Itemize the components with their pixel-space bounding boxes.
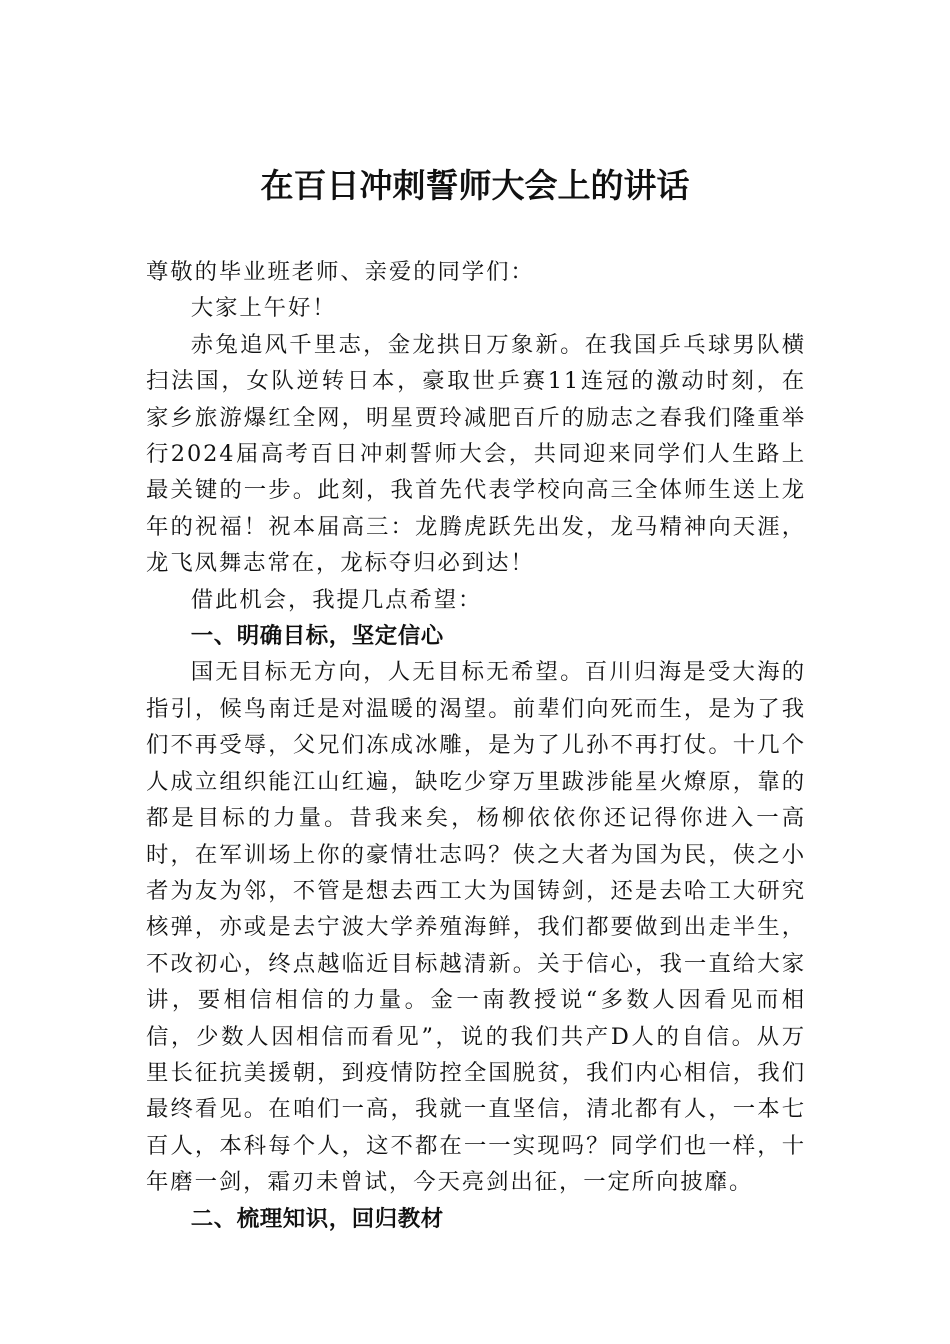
salutation: 尊敬的毕业班老师、亲爱的同学们： <box>146 259 535 285</box>
opening-paragraph: 赤兔追风千里志，金龙拱日万象新。在我国乒乓球男队横扫法国，女队逆转日本，豪取世乒赛11连冠的激动时刻，在家乡旅游爆红全网，明星贾玲减肥百斤的励志之春我们隆重举行2024届高考百日冲刺誓师大会，共同迎来同学们人生路上最关键的一步。此刻，我首先代表学校向高三全体师生送上龙年的祝福！祝本届高三：龙腾虎跃先出发，龙马精神向天涯，龙飞凤舞志常在，龙标夺归必到达！ <box>146 331 806 577</box>
section-heading-1: 一、明确目标，坚定信心 <box>190 623 444 650</box>
document-title: 在百日冲刺誓师大会上的讲话 <box>260 166 690 205</box>
section-heading-2: 二、梳理知识，回归教材 <box>190 1205 444 1232</box>
document-body <box>146 254 806 1237</box>
greeting: 大家上午好！ <box>190 295 337 322</box>
section-1-paragraph: 国无目标无方向，人无目标无希望。百川归海是受大海的指引，候鸟南迁是对温暖的渴望。前辈们向死而生，是为了我们不再受辱，父兄们冻成冰雕，是为了儿孙不再打仗。十几个人成立组织能江山红遍，缺吃少穿万里跋涉能星火燎原，靠的都是目标的力量。昔我来矣，杨柳依依你还记得你进入一高时，在军训场上你的豪情壮志吗？侠之大者为国为民，侠之小者为友为邻，不管是想去西工大为国铸剑，还是去哈工大研究核弹，亦或是去宁波大学养殖海鲜，我们都要做到出走半生，不改初心，终点越临近目标越清新。关于信心，我一直给大家讲，要相信相信的力量。金一南教授说“多数人因看见而相信，少数人因相信而看见”，说的我们共产D人的自信。从万里长征抗美援朝，到疫情防控全国脱贫，我们内心相信，我们最终看见。在咱们一高，我就一直坚信，清北都有人，一本七百人，本科每个人，这不都在一一实现吗？同学们也一样，十年磨一剑，霜刃未曾试，今天亮剑出征，一定所向披靡。 <box>146 659 806 1196</box>
transition-paragraph: 借此机会，我提几点希望： <box>190 586 483 613</box>
